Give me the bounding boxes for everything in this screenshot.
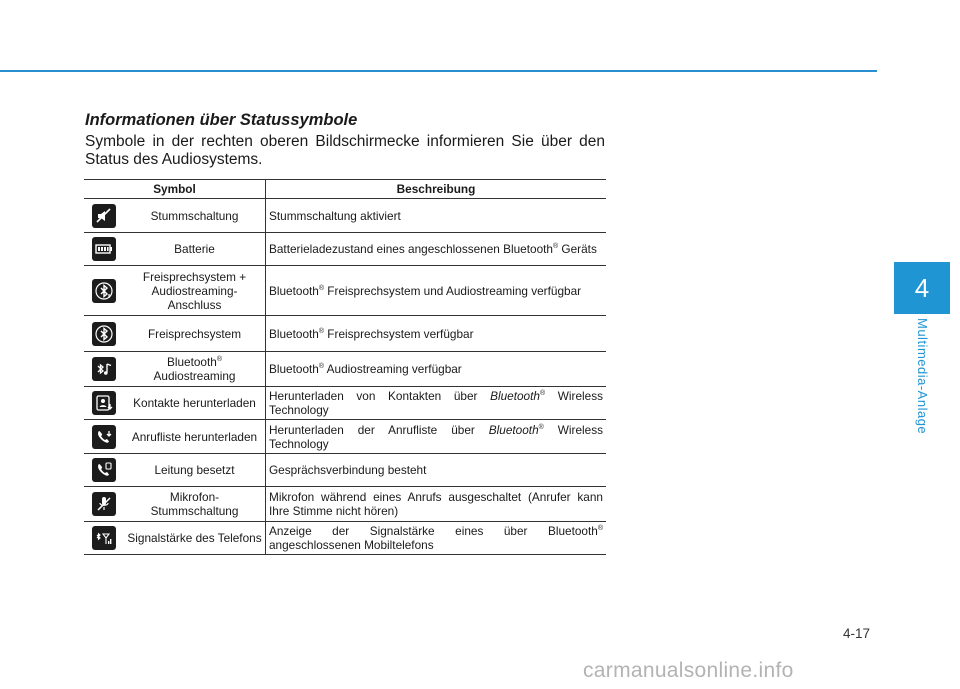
table-row [84,316,606,352]
table-row [84,454,606,487]
chapter-tab [894,262,950,314]
symbol-name: Signalstärke des Telefons [124,522,266,555]
symbol-name: Mikrofon-Stummschaltung [124,487,266,522]
symbol-name: Anrufliste herunterladen [124,420,266,454]
bluetooth-audio-icon [92,357,116,381]
bluetooth-handsfree-icon [92,322,116,346]
symbol-name: Kontakte herunterladen [124,387,266,420]
symbol-name: Batterie [124,233,266,266]
table-row [84,487,606,522]
symbol-description: Herunterladen der Anrufliste über Bluetooth® Wireless Technology [266,420,607,454]
top-rule [0,70,877,72]
table-header-row [84,180,606,199]
symbol-description: Mikrofon während eines Anrufs ausgeschaltet (Anrufer kann Ihre Stimme nicht hören) [266,487,607,522]
line-busy-icon [92,458,116,482]
table-row [84,522,606,555]
table-row [84,352,606,387]
table-row [84,266,606,316]
status-symbol-table [84,179,606,555]
symbol-name: Leitung besetzt [124,454,266,487]
call-history-download-icon [92,425,116,449]
table-row [84,233,606,266]
symbol-description: Batterieladezustand eines angeschlossenen Bluetooth® Geräts [266,233,607,266]
symbol-description: Bluetooth® Freisprechsystem verfügbar [266,316,607,352]
header-symbol: Symbol [84,180,266,199]
chapter-number: 4 [914,272,930,303]
symbol-description: Bluetooth® Freisprechsystem und Audiostreaming verfügbar [266,266,607,316]
symbol-description: Anzeige der Signalstärke eines über Bluetooth® angeschlossenen Mobiltelefons [266,522,607,555]
symbol-name: Freisprechsystem + Audiostreaming-Anschluss [124,266,266,316]
symbol-description: Herunterladen von Kontakten über Bluetooth® Wireless Technology [266,387,607,420]
contacts-download-icon [92,391,116,415]
battery-icon [92,237,116,261]
page-number: 4-17 [843,626,871,641]
symbol-name: Bluetooth® Audiostreaming [124,352,266,387]
mic-mute-icon [92,492,116,516]
section-intro: Symbole in der rechten oberen Bildschirmecke informieren Sie über den Status des Audiosystems. [85,133,605,168]
signal-strength-icon [92,526,116,550]
symbol-description: Bluetooth® Audiostreaming verfügbar [266,352,607,387]
table-row [84,420,606,454]
table-row [84,387,606,420]
watermark: carmanualsonline.info [583,659,794,682]
header-description: Beschreibung [266,180,607,199]
table-row [84,199,606,233]
section-heading: Informationen über Statussymbole [85,111,358,129]
bluetooth-handsfree-audio-icon [92,279,116,303]
symbol-description: Stummschaltung aktiviert [266,199,607,233]
symbol-name: Freisprechsystem [124,316,266,352]
symbol-name: Stummschaltung [124,199,266,233]
symbol-description: Gesprächsverbindung besteht [266,454,607,487]
chapter-title: Multimedia-Anlage [915,318,930,435]
mute-icon [92,204,116,228]
